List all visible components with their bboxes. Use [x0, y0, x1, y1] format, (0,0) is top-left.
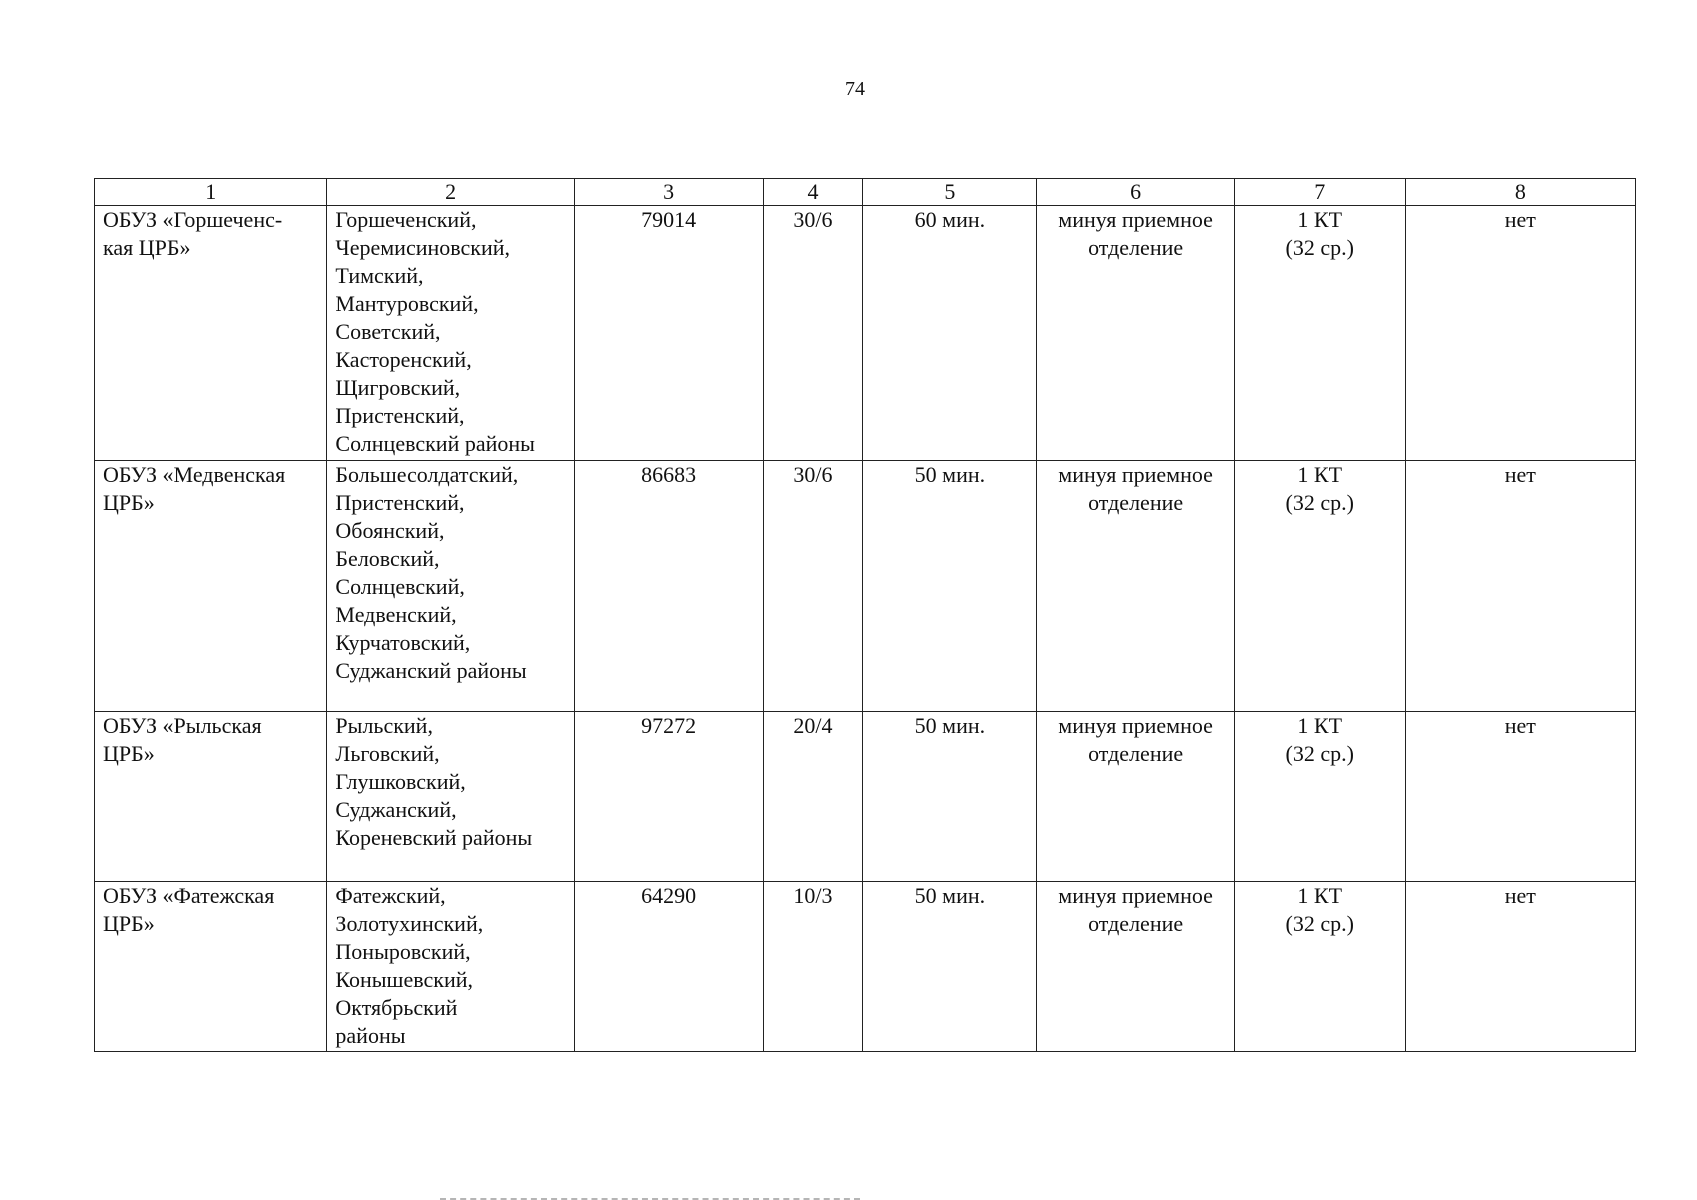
organization-cell — [95, 206, 327, 461]
cell-line: ОБУЗ «Горшеченс- — [103, 207, 283, 232]
cell-line: ОБУЗ «Рыльская — [103, 713, 262, 738]
route-cell — [1037, 712, 1234, 882]
population-cell: 64290 — [574, 882, 763, 1052]
column-header: 3 — [574, 179, 763, 206]
beds-cell: 20/4 — [763, 712, 863, 882]
cell-line: ЦРБ» — [103, 741, 155, 766]
cell-line: (32 ср.) — [1285, 235, 1354, 260]
cell-line: Черемисиновский, — [335, 235, 511, 260]
cell-line: минуя приемное — [1058, 462, 1213, 487]
beds-cell: 30/6 — [763, 206, 863, 461]
cell-line: 1 КТ — [1297, 883, 1343, 908]
cell-line: Медвенский, — [335, 602, 457, 627]
cell-line: Глушковский, — [335, 769, 466, 794]
extra-cell: нет — [1405, 206, 1635, 461]
cell-line: ЦРБ» — [103, 490, 155, 515]
cell-line: Льговский, — [335, 741, 440, 766]
column-header: 8 — [1405, 179, 1635, 206]
cell-line: минуя приемное — [1058, 207, 1213, 232]
cell-line: Щигровский, — [335, 375, 461, 400]
districts-cell — [327, 461, 574, 712]
cell-line: Обоянский, — [335, 518, 445, 543]
table-row — [95, 461, 1636, 712]
cell-line: отделение — [1088, 741, 1184, 766]
cell-line: Золотухинский, — [335, 911, 484, 936]
time-cell: 50 мин. — [863, 882, 1037, 1052]
column-header: 5 — [863, 179, 1037, 206]
districts-cell — [327, 712, 574, 882]
cell-line: Курчатовский, — [335, 630, 471, 655]
cell-line: отделение — [1088, 490, 1184, 515]
cell-line: Пристенский, — [335, 403, 465, 428]
extra-cell: нет — [1405, 882, 1635, 1052]
cell-line: Конышевский, — [335, 967, 474, 992]
organization-cell — [95, 461, 327, 712]
cell-line: 1 КТ — [1297, 713, 1343, 738]
route-cell — [1037, 882, 1234, 1052]
column-header: 4 — [763, 179, 863, 206]
cell-line: ОБУЗ «Фатежская — [103, 883, 275, 908]
column-header: 1 — [95, 179, 327, 206]
cell-line: (32 ср.) — [1285, 490, 1354, 515]
extra-cell: нет — [1405, 461, 1635, 712]
equipment-cell — [1234, 461, 1405, 712]
data-table — [94, 178, 1636, 1052]
beds-cell: 30/6 — [763, 461, 863, 712]
cell-line: кая ЦРБ» — [103, 235, 191, 260]
equipment-cell — [1234, 206, 1405, 461]
population-cell: 79014 — [574, 206, 763, 461]
cell-line: Поныровский, — [335, 939, 471, 964]
time-cell: 50 мин. — [863, 712, 1037, 882]
cell-line: Касторенский, — [335, 347, 472, 372]
cell-line: Тимский, — [335, 263, 424, 288]
cell-line: Солнцевский районы — [335, 431, 535, 456]
cell-line: Кореневский районы — [335, 825, 533, 850]
cell-line: 1 КТ — [1297, 462, 1343, 487]
cell-line: (32 ср.) — [1285, 741, 1354, 766]
page-number: 74 — [845, 78, 865, 100]
cell-line: Советский, — [335, 319, 441, 344]
time-cell: 50 мин. — [863, 461, 1037, 712]
table-row — [95, 206, 1636, 461]
districts-cell — [327, 882, 574, 1052]
cell-line: минуя приемное — [1058, 713, 1213, 738]
cell-line: Пристенский, — [335, 490, 465, 515]
cell-line: Октябрьский — [335, 995, 458, 1020]
cell-line: районы — [335, 1023, 406, 1048]
route-cell — [1037, 461, 1234, 712]
cell-line: Рыльский, — [335, 713, 433, 738]
cell-line: Фатежский, — [335, 883, 446, 908]
cell-line: отделение — [1088, 911, 1184, 936]
organization-cell — [95, 712, 327, 882]
cell-line: Суджанский, — [335, 797, 457, 822]
route-cell — [1037, 206, 1234, 461]
cell-line: Беловский, — [335, 546, 440, 571]
cell-line: Суджанский районы — [335, 658, 527, 683]
beds-cell: 10/3 — [763, 882, 863, 1052]
population-cell: 86683 — [574, 461, 763, 712]
column-header: 6 — [1037, 179, 1234, 206]
cell-line: Солнцевский, — [335, 574, 465, 599]
table-row — [95, 882, 1636, 1052]
cell-line: Мантуровский, — [335, 291, 479, 316]
equipment-cell — [1234, 712, 1405, 882]
population-cell: 97272 — [574, 712, 763, 882]
table-row — [95, 712, 1636, 882]
extra-cell: нет — [1405, 712, 1635, 882]
time-cell: 60 мин. — [863, 206, 1037, 461]
cell-line: ЦРБ» — [103, 911, 155, 936]
cell-line: минуя приемное — [1058, 883, 1213, 908]
cell-line: (32 ср.) — [1285, 911, 1354, 936]
cell-line: ОБУЗ «Медвенская — [103, 462, 286, 487]
cell-line: Большесолдатский, — [335, 462, 519, 487]
equipment-cell — [1234, 882, 1405, 1052]
column-header: 7 — [1234, 179, 1405, 206]
organization-cell — [95, 882, 327, 1052]
districts-cell — [327, 206, 574, 461]
cell-line: Горшеченский, — [335, 207, 477, 232]
table-header-row — [95, 179, 1636, 206]
column-header: 2 — [327, 179, 574, 206]
cell-line: отделение — [1088, 235, 1184, 260]
cell-line: 1 КТ — [1297, 207, 1343, 232]
